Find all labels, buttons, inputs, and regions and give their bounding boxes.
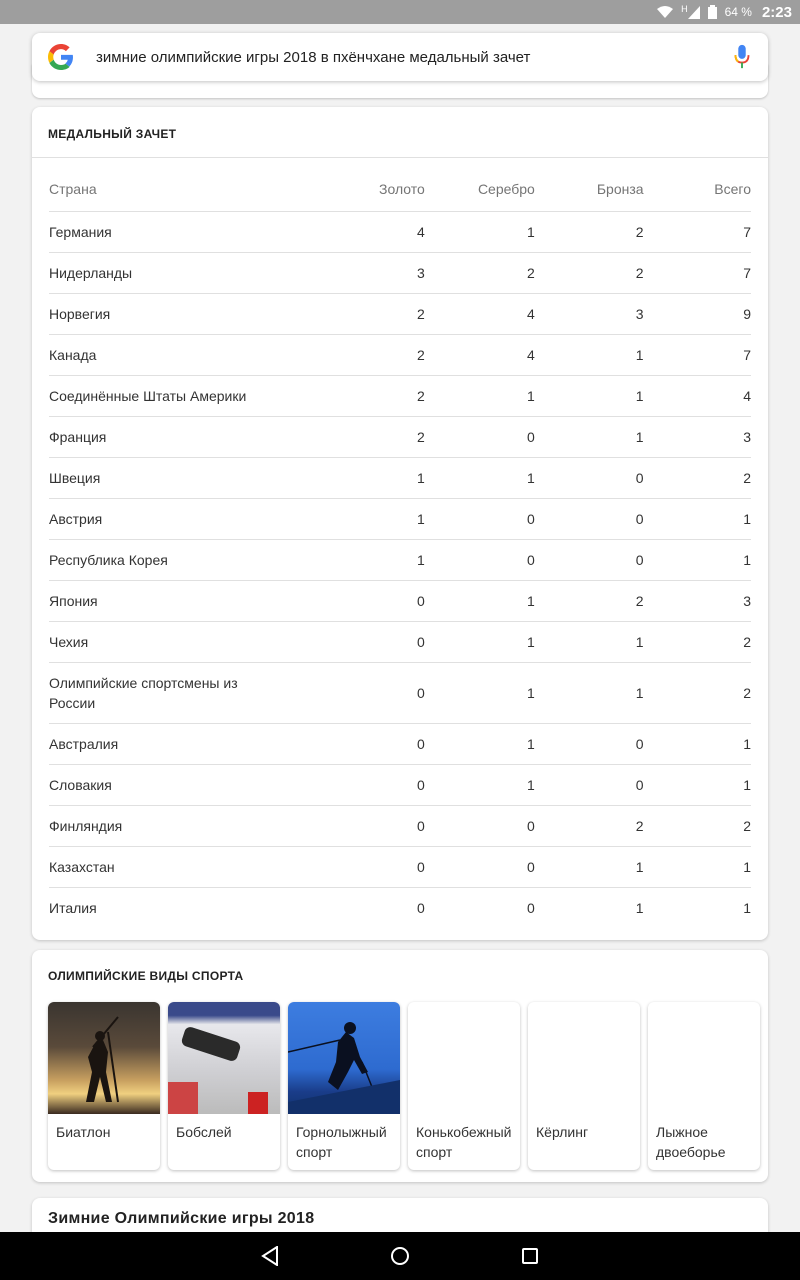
header-bronze[interactable]: Бронза [535,158,644,211]
table-row[interactable] [49,846,751,887]
wifi-icon [657,6,673,18]
sport-label: Горнолыжный спорт [296,1124,387,1160]
country-name: Канада [49,334,332,375]
gold-count: 2 [332,334,425,375]
navigation-bar [0,1232,800,1280]
sport-label: Бобслей [176,1124,232,1140]
back-triangle-icon [261,1246,279,1266]
country-name: Австралия [49,723,332,764]
battery-percent: 64 % [724,5,752,19]
network-type: H [681,3,688,14]
total-count: 1 [644,764,751,805]
sport-label: Биатлон [56,1124,111,1140]
sport-label: Конькобежный спорт [416,1124,512,1160]
bronze-count: 2 [535,252,644,293]
bronze-count: 1 [535,846,644,887]
gold-count: 1 [332,457,425,498]
gold-count: 2 [332,416,425,457]
total-count: 9 [644,293,751,334]
home-button[interactable] [385,1241,415,1271]
table-row[interactable] [49,293,751,334]
country-name: Казахстан [49,846,332,887]
bronze-count: 1 [535,416,644,457]
silver-count: 1 [425,621,535,662]
table-header-row [49,158,751,211]
gold-count: 1 [332,539,425,580]
country-name: Норвегия [49,293,332,334]
gold-count: 0 [332,662,425,723]
country-name: Словакия [49,764,332,805]
sport-label: Кёрлинг [536,1124,589,1140]
search-results-page [0,24,800,1232]
table-row[interactable] [49,805,751,846]
bronze-count: 0 [535,723,644,764]
country-name: Чехия [49,621,332,662]
table-row[interactable] [49,375,751,416]
gold-count: 0 [332,723,425,764]
recents-square-icon [521,1247,539,1265]
total-count: 7 [644,334,751,375]
country-name: Франция [49,416,332,457]
bronze-count: 2 [535,805,644,846]
bobsleigh-photo [168,1002,280,1114]
bronze-count: 1 [535,662,644,723]
country-name: Нидерланды [49,252,332,293]
bronze-count: 2 [535,580,644,621]
total-count: 7 [644,211,751,252]
nordic-combined-image-placeholder [648,1002,760,1114]
bronze-count: 2 [535,211,644,252]
country-name: Олимпийские спортсмены из России [49,662,332,723]
bronze-count: 1 [535,621,644,662]
table-row[interactable] [49,764,751,805]
header-gold[interactable]: Золото [332,158,425,211]
microphone-icon[interactable] [732,44,752,70]
status-bar [0,0,800,24]
table-row[interactable] [49,621,751,662]
google-logo-icon [48,44,74,70]
gold-count: 1 [332,498,425,539]
sport-tile-curling[interactable] [528,1002,640,1170]
country-name: Финляндия [49,805,332,846]
table-row[interactable] [49,211,751,252]
sport-tile-alpine-skiing[interactable] [288,1002,400,1170]
table-row[interactable] [49,416,751,457]
country-name: Австрия [49,498,332,539]
sport-tile-bobsleigh[interactable] [168,1002,280,1170]
total-count: 3 [644,416,751,457]
table-row[interactable] [49,334,751,375]
gold-count: 3 [332,252,425,293]
total-count: 7 [644,252,751,293]
gold-count: 0 [332,846,425,887]
battery-icon [708,5,717,19]
total-count: 2 [644,621,751,662]
header-total[interactable]: Всего [644,158,751,211]
medal-table-title: МЕДАЛЬНЫЙ ЗАЧЕТ [32,107,768,158]
bronze-count: 0 [535,457,644,498]
bronze-count: 0 [535,764,644,805]
medal-table [49,158,751,928]
country-name: Япония [49,580,332,621]
gold-count: 0 [332,764,425,805]
gold-count: 0 [332,805,425,846]
gold-count: 2 [332,375,425,416]
silver-count: 1 [425,764,535,805]
silver-count: 4 [425,293,535,334]
winter-olympics-card[interactable] [32,1198,768,1232]
alpine-skiing-photo [288,1002,400,1114]
bronze-count: 0 [535,498,644,539]
total-count: 4 [644,375,751,416]
search-query[interactable]: зимние олимпийские игры 2018 в пхёнчхане медальный зачет [96,48,531,66]
bronze-count: 3 [535,293,644,334]
total-count: 2 [644,805,751,846]
table-row[interactable] [49,662,751,723]
winter-olympics-title: Зимние Олимпийские игры 2018 [48,1210,315,1227]
country-name: Италия [49,899,97,916]
silver-count: 1 [425,457,535,498]
header-country[interactable]: Страна [49,158,332,211]
total-count: 1 [644,846,751,887]
table-row[interactable] [49,252,751,293]
silver-count: 4 [425,334,535,375]
medal-table-card [32,107,768,940]
total-count: 2 [644,457,751,498]
silver-count: 1 [425,375,535,416]
sport-label: Лыжное двоеборье [656,1124,726,1160]
speed-skating-image-placeholder [408,1002,520,1114]
sports-carousel[interactable] [32,1002,768,1170]
silver-count: 0 [527,899,535,916]
bronze-count: 0 [535,539,644,580]
header-silver[interactable]: Серебро [425,158,535,211]
silver-count: 0 [425,539,535,580]
country-name: Германия [49,211,332,252]
silver-count: 2 [425,252,535,293]
clock: 2:23 [761,3,792,21]
curling-image-placeholder [528,1002,640,1114]
total-count: 1 [644,723,751,764]
table-row[interactable] [49,723,751,764]
recents-button[interactable] [515,1241,545,1271]
country-name: Республика Корея [49,539,332,580]
silver-count: 0 [425,805,535,846]
gold-count: 4 [332,211,425,252]
gold-count: 0 [417,899,425,916]
gold-count: 0 [332,580,425,621]
silver-count: 0 [425,498,535,539]
silver-count: 0 [425,416,535,457]
gold-count: 0 [332,621,425,662]
bronze-count: 1 [535,334,644,375]
country-name: Швеция [49,457,332,498]
table-row[interactable] [49,539,751,580]
back-button[interactable] [255,1241,285,1271]
cell-signal-icon [681,3,700,19]
silver-count: 1 [425,723,535,764]
table-row[interactable] [49,580,751,621]
total-count: 1 [743,899,751,916]
gold-count: 2 [332,293,425,334]
country-name: Соединённые Штаты Америки [49,375,332,416]
silver-count: 1 [425,580,535,621]
olympic-sports-title: ОЛИМПИЙСКИЕ ВИДЫ СПОРТА [48,969,244,983]
sport-tile-biathlon[interactable] [48,1002,160,1170]
search-bar[interactable] [32,33,768,81]
silver-count: 1 [425,211,535,252]
total-count: 3 [644,580,751,621]
total-count: 1 [644,498,751,539]
olympic-sports-card [32,950,768,1182]
total-count: 2 [644,662,751,723]
biathlon-photo [48,1002,160,1114]
home-circle-icon [390,1246,410,1266]
sport-tile-speed-skating[interactable] [408,1002,520,1170]
silver-count: 1 [425,662,535,723]
total-count: 1 [644,539,751,580]
table-row[interactable] [49,498,751,539]
bronze-count: 1 [535,375,644,416]
table-row[interactable] [49,887,751,928]
table-row[interactable] [49,457,751,498]
sport-tile-nordic-combined[interactable] [648,1002,760,1170]
bronze-count: 1 [635,899,644,916]
silver-count: 0 [425,846,535,887]
